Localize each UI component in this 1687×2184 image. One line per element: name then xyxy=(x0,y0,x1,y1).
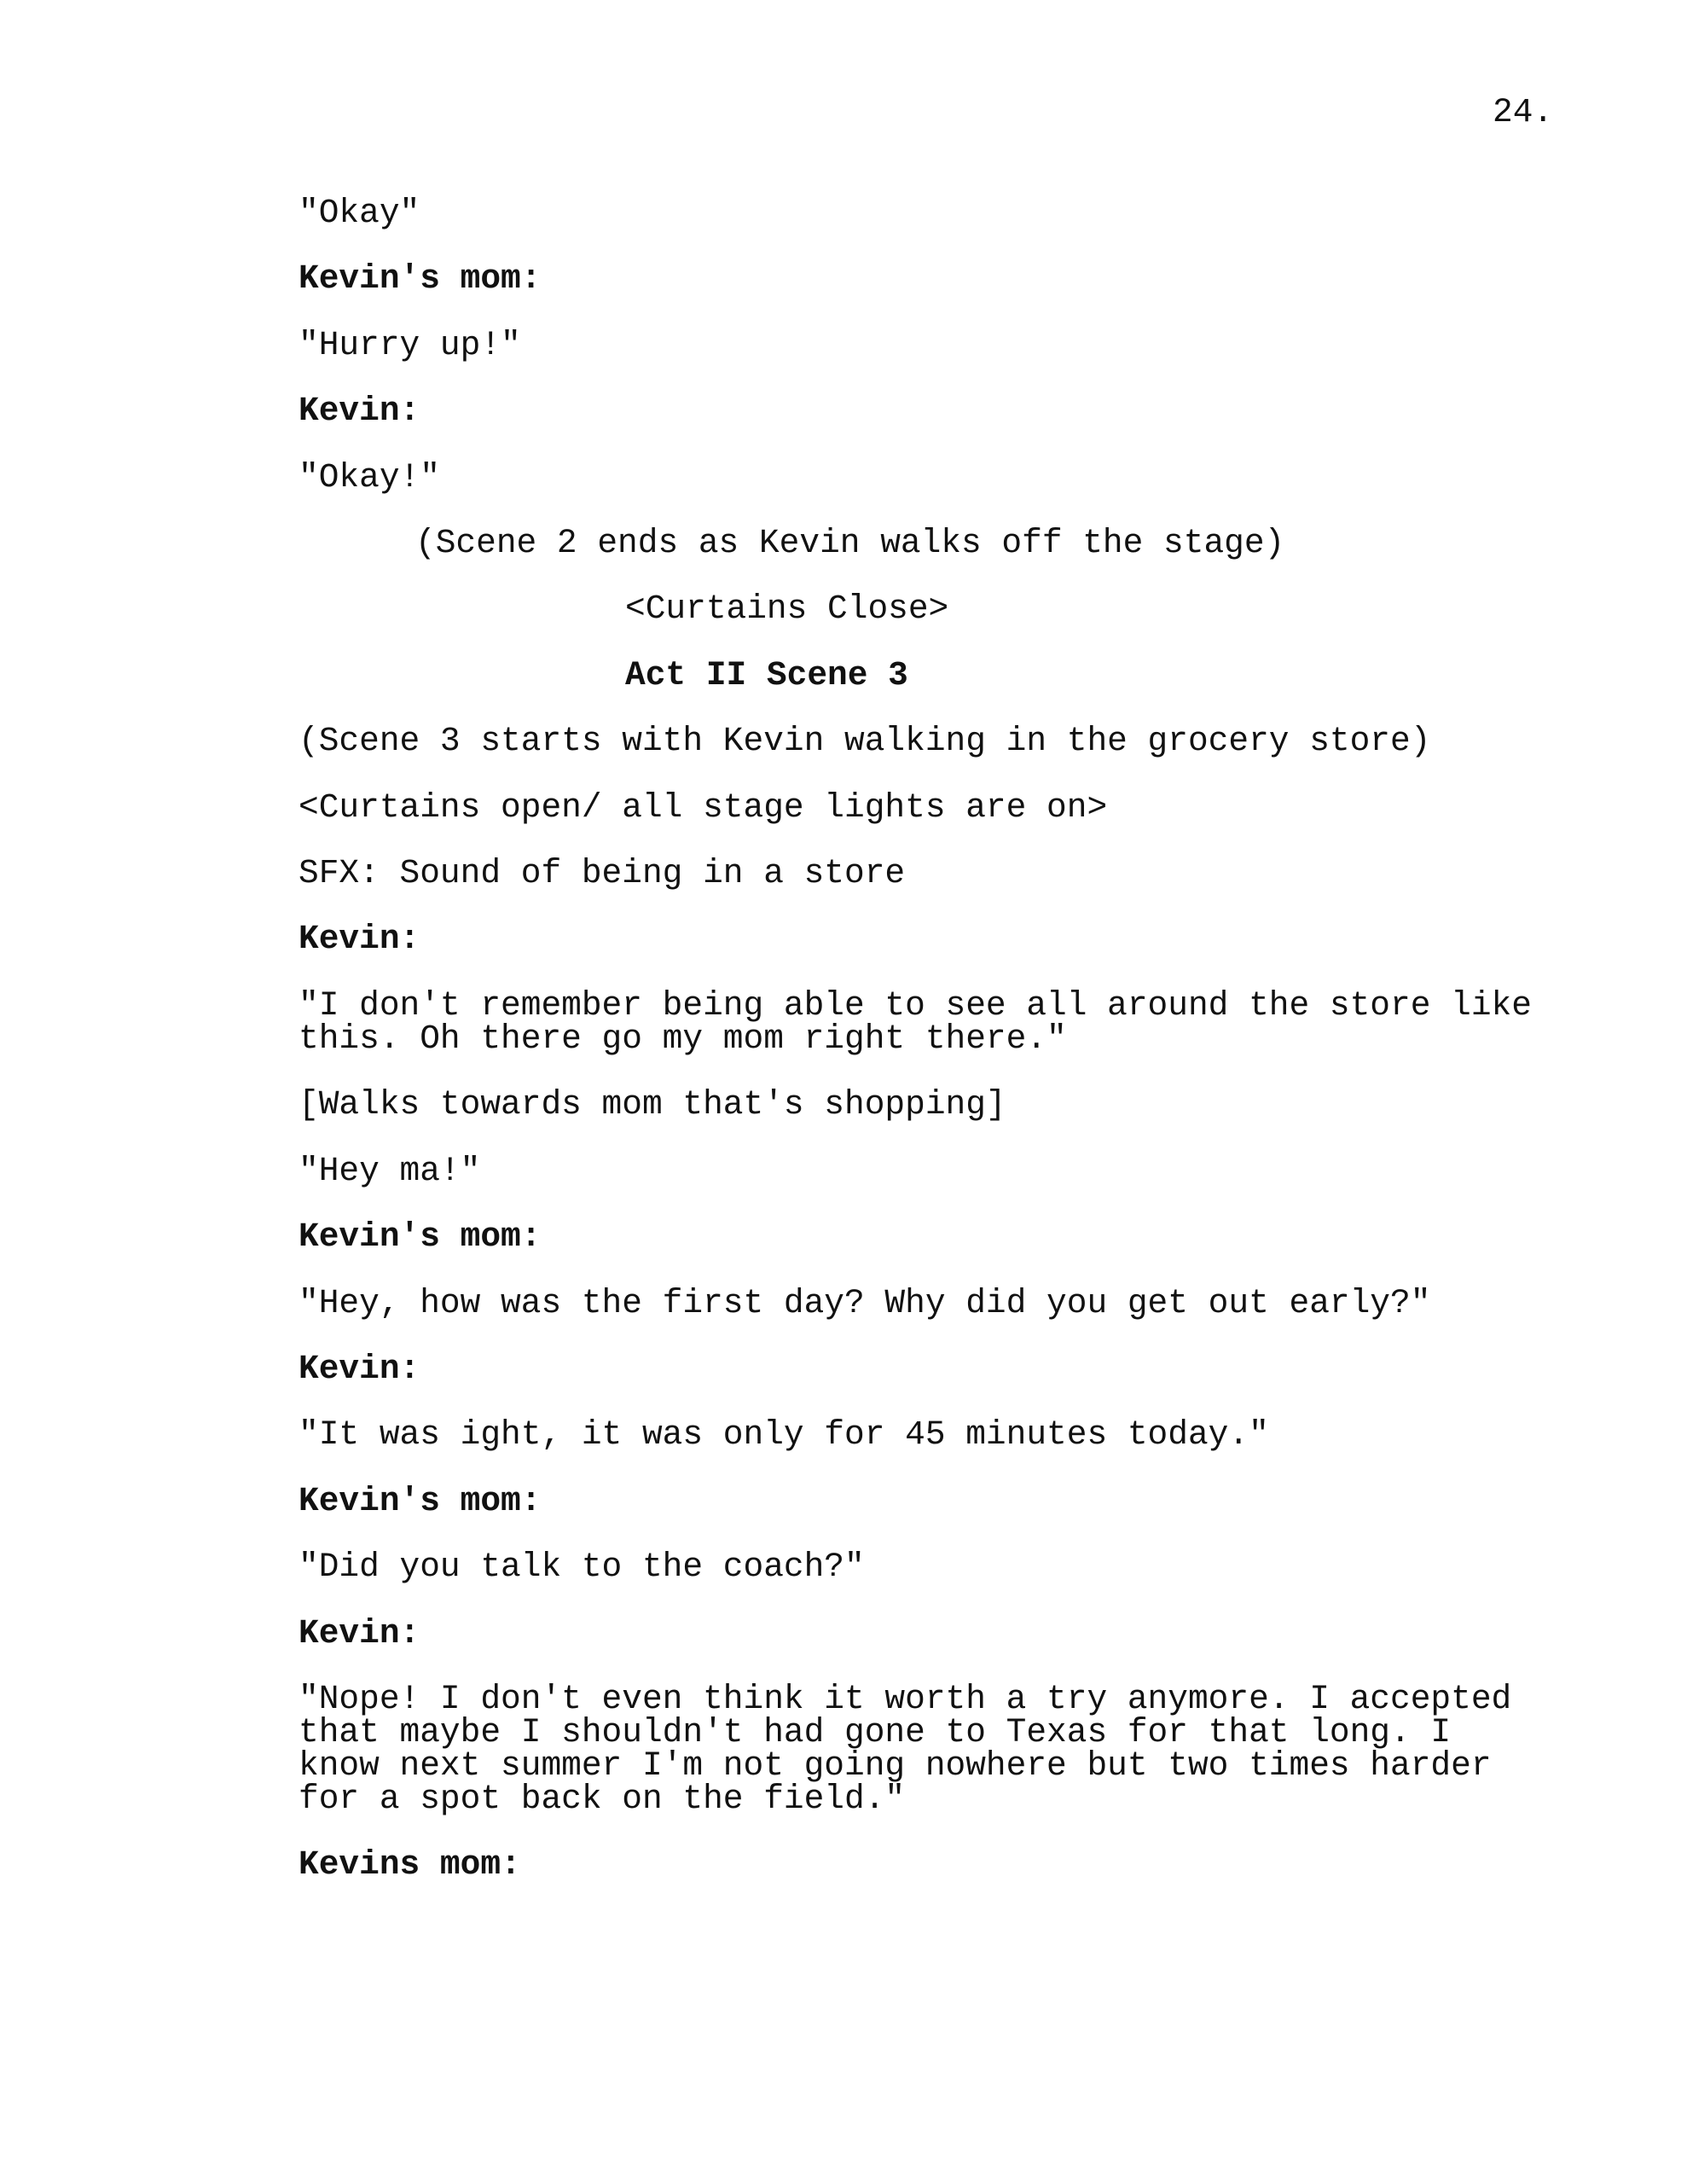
character-name: Kevin's mom: xyxy=(299,259,542,298)
character-name: Kevin: xyxy=(299,392,420,430)
character-name: Kevin's mom: xyxy=(299,1482,542,1520)
dialogue-line: "Did you talk to the coach?" xyxy=(299,1548,865,1586)
character-name: Kevin: xyxy=(299,1614,420,1653)
dialogue-line: "Okay" xyxy=(299,194,420,232)
dialogue-line: for a spot back on the field." xyxy=(299,1780,906,1818)
scene-heading: Act II Scene 3 xyxy=(625,656,908,694)
stage-direction: (Scene 3 starts with Kevin walking in the grocery store) xyxy=(299,722,1431,760)
dialogue-line: "It was ight, it was only for 45 minutes today." xyxy=(299,1415,1269,1454)
character-name: Kevins mom: xyxy=(299,1845,521,1884)
dialogue-line: "Nope! I don't even think it worth a try anymore. I accepted xyxy=(299,1680,1512,1718)
sound-effect: SFX: Sound of being in a store xyxy=(299,854,906,892)
character-name: Kevin: xyxy=(299,920,420,958)
stage-direction: [Walks towards mom that's shopping] xyxy=(299,1085,1006,1124)
dialogue-line: "Hey, how was the first day? Why did you get out early?" xyxy=(299,1284,1431,1322)
dialogue-line: know next summer I'm not going nowhere but two times harder xyxy=(299,1746,1492,1785)
character-name: Kevin: xyxy=(299,1350,420,1388)
character-name: Kevin's mom: xyxy=(299,1217,542,1256)
dialogue-line: this. Oh there go my mom right there." xyxy=(299,1019,1067,1058)
dialogue-line: "Hey ma!" xyxy=(299,1152,481,1190)
dialogue-line: that maybe I shouldn't had gone to Texas for that long. I xyxy=(299,1713,1452,1751)
page-number: 24. xyxy=(1493,93,1554,131)
dialogue-line: "I don't remember being able to see all around the store like xyxy=(299,986,1532,1025)
stage-direction: <Curtains open/ all stage lights are on> xyxy=(299,788,1108,827)
dialogue-line: "Hurry up!" xyxy=(299,326,521,364)
stage-direction: <Curtains Close> xyxy=(625,590,949,628)
dialogue-line: "Okay!" xyxy=(299,458,440,497)
stage-direction: (Scene 2 ends as Kevin walks off the stage) xyxy=(415,524,1285,562)
